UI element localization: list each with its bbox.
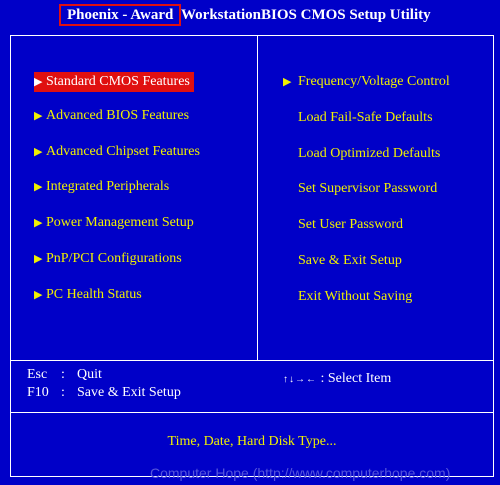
menu-item-set-supervisor-password[interactable] xyxy=(298,179,437,199)
menu-item-label: PnP/PCI Configurations xyxy=(46,251,182,266)
column-divider xyxy=(257,35,258,360)
menu-item-pnp-pci-configurations[interactable] xyxy=(34,249,182,269)
f10-action-label: Save & Exit Setup xyxy=(77,385,181,400)
arrow-keys-icon: ↑↓→← xyxy=(283,374,317,385)
menu-arrow-icon: ▶ xyxy=(283,76,292,88)
menu-item-label: Load Fail-Safe Defaults xyxy=(298,110,433,125)
menu-item-advanced-chipset-features[interactable] xyxy=(34,142,200,162)
item-description: Time, Date, Hard Disk Type... xyxy=(167,434,337,449)
menu-item-load-optimized-defaults[interactable] xyxy=(298,144,440,164)
esc-action-label: Quit xyxy=(77,367,102,382)
menu-item-label: Power Management Setup xyxy=(46,215,194,230)
help-navigation: ↑↓→← : Select Item xyxy=(283,371,392,386)
title-bar xyxy=(0,0,500,30)
menu-item-label: Advanced BIOS Features xyxy=(46,108,190,123)
menu-item-label: Advanced Chipset Features xyxy=(46,144,200,159)
menu-arrow-icon: ▶ xyxy=(34,110,43,122)
menu-arrow-icon: ▶ xyxy=(34,217,43,229)
help-divider xyxy=(10,360,494,361)
menu-item-advanced-bios-features[interactable] xyxy=(34,106,189,126)
menu-arrow-icon: ▶ xyxy=(34,181,43,193)
menu-arrow-icon: ▶ xyxy=(34,253,43,265)
title-product: WorkstationBIOS CMOS Setup Utility xyxy=(181,7,431,23)
esc-key-label: Esc xyxy=(27,367,48,382)
menu-item-label: Set Supervisor Password xyxy=(298,181,438,196)
menu-item-frequency-voltage-control[interactable] xyxy=(283,72,450,92)
menu-item-pc-health-status[interactable] xyxy=(34,285,142,305)
menu-item-label: Load Optimized Defaults xyxy=(298,146,441,161)
menu-item-save-exit-setup[interactable] xyxy=(298,251,402,271)
watermark: Computer Hope (http://www.computerhope.com) xyxy=(150,465,451,481)
menu-arrow-icon: ▶ xyxy=(34,289,43,301)
nav-action-label: Select Item xyxy=(327,371,392,386)
menu-item-label: Frequency/Voltage Control xyxy=(298,74,450,89)
help-f10: F10 : Save & Exit Setup xyxy=(27,385,181,400)
menu-item-label: Standard CMOS Features xyxy=(46,74,190,89)
menu-item-integrated-peripherals[interactable] xyxy=(34,177,169,197)
menu-arrow-icon: ▶ xyxy=(34,76,43,88)
menu-item-label: PC Health Status xyxy=(46,287,142,302)
menu-item-power-management-setup[interactable] xyxy=(34,213,194,233)
menu-item-load-fail-safe-defaults[interactable] xyxy=(298,108,433,128)
menu-item-label: Set User Password xyxy=(298,217,403,232)
menu-item-label: Integrated Peripherals xyxy=(46,179,170,194)
f10-key-label: F10 xyxy=(27,385,49,400)
menu-item-set-user-password[interactable] xyxy=(298,215,403,235)
status-divider xyxy=(10,412,494,413)
menu-item-standard-cmos-features[interactable] xyxy=(34,72,194,92)
menu-item-label: Exit Without Saving xyxy=(298,289,413,304)
help-esc: Esc : Quit xyxy=(27,367,102,382)
menu-item-exit-without-saving[interactable] xyxy=(298,287,412,307)
title-vendor: Phoenix - Award xyxy=(59,4,181,26)
menu-arrow-icon: ▶ xyxy=(34,146,43,158)
menu-item-label: Save & Exit Setup xyxy=(298,253,402,268)
